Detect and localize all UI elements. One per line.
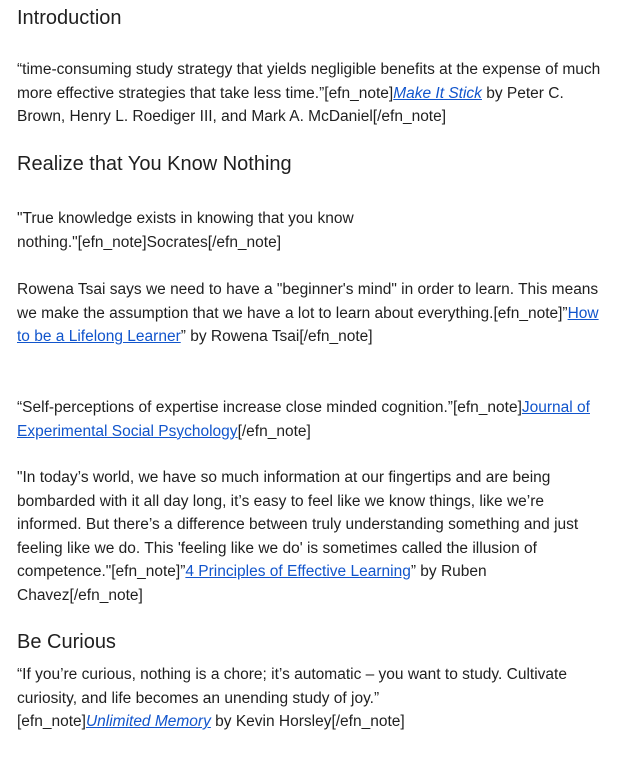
self-perceptions-paragraph: “Self-perceptions of expertise increase close minded cognition.”[efn_note]Journal of Experimental Social Psychology[/efn_note] [17, 399, 590, 440]
socrates-quote-paragraph: "True knowledge exists in knowing that you know nothing."[efn_note]Socrates[/efn_note] [17, 210, 354, 251]
link-principles-effective-learning[interactable]: 4 Principles of Effective Learning [185, 563, 411, 580]
heading-introduction: Introduction [17, 7, 122, 29]
intro-quote-paragraph: “time-consuming study strategy that yields negligible benefits at the expense of much more effective strategies that take less time.”[efn_note]Make It Stick by Peter C. Brown, Henry L. Roediger III, and Mark A. McDaniel[/efn_note] [17, 61, 601, 125]
link-journal-experimental-social-psychology[interactable]: Journal of Experimental Social Psychology [17, 399, 590, 440]
link-unlimited-memory[interactable]: Unlimited Memory [85, 713, 211, 730]
link-lifelong-learner[interactable]: How to be a Lifelong Learner [17, 304, 599, 345]
heading-realize-you-know-nothing: Realize that You Know Nothing [17, 153, 292, 175]
heading-be-curious: Be Curious [17, 631, 116, 653]
illusion-of-competence-paragraph: "In today’s world, we have so much information at our fingertips and are being bombarded with it all day long, it’s easy to feel like we know things, like we’re informed. But there’s a difference between truly understanding something and just feeling like we do. This 'feeling like we do' is sometimes called the illusion of competence."[efn_note]”4 Principles of Effective Learning” by Ruben Chavez[/efn_note] [17, 469, 579, 604]
link-make-it-stick[interactable]: Make It Stick [393, 84, 482, 102]
beginners-mind-paragraph: Rowena Tsai says we need to have a "beginner's mind" in order to learn. This means we make the assumption that we have a lot to learn about everything.[efn_note]”How to be a Lifelong Learner” by Rowena Tsai[/efn_note] [17, 281, 599, 345]
curiosity-quote-paragraph: “If you’re curious, nothing is a chore; it’s automatic – you want to study. Cultivate curiosity, and life becomes an unending study of joy.” [efn_note]Unlimited Memory by Kevin Horsley[/efn_note] [17, 666, 567, 730]
